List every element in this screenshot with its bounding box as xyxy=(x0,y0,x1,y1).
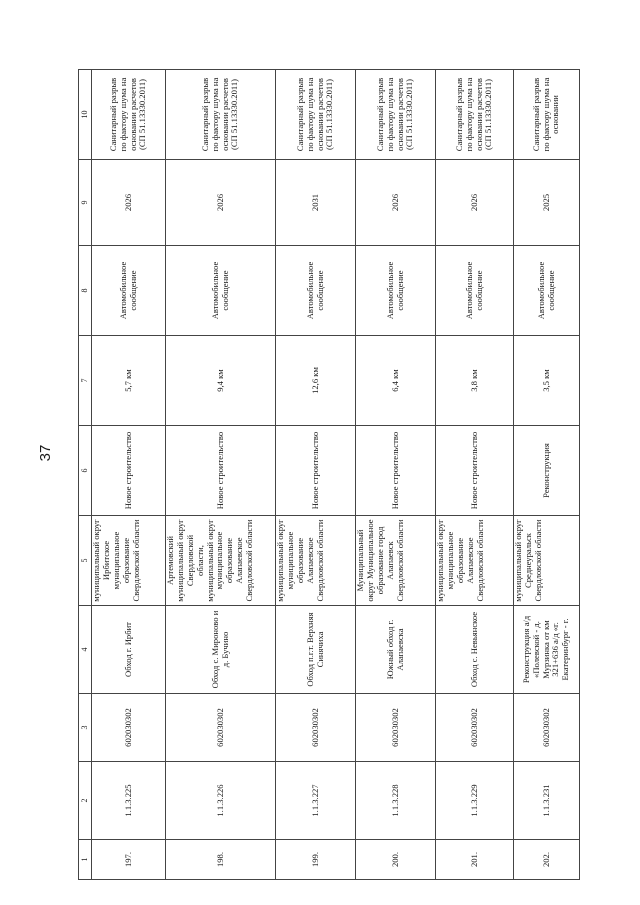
column-number-10: 10 xyxy=(79,70,92,160)
length: 5,7 км xyxy=(92,336,166,426)
classifier-code: 602030302 xyxy=(436,694,514,762)
municipality: муниципальный округ Среднеуральск Свердловской области xyxy=(514,516,580,606)
year: 2026 xyxy=(356,160,436,246)
work-type: Новое строительство xyxy=(166,426,276,516)
object-code: 1.1.3.227 xyxy=(276,762,356,840)
table-row xyxy=(436,70,514,880)
column-number-4: 4 xyxy=(79,606,92,694)
table-row xyxy=(356,70,436,880)
municipality: муниципальный округ Ирбитское муниципальное образование Свердловской области xyxy=(92,516,166,606)
object-code: 1.1.3.229 xyxy=(436,762,514,840)
row-index: 199. xyxy=(276,840,356,880)
year: 2031 xyxy=(276,160,356,246)
object-name: Обход с. Невьянское xyxy=(436,606,514,694)
row-index: 200. xyxy=(356,840,436,880)
column-number-1: 1 xyxy=(79,840,92,880)
work-type: Реконструкция xyxy=(514,426,580,516)
purpose: Автомобильное сообщение xyxy=(356,246,436,336)
zone-description: Санитарный разрыв по фактору шума на основании расчетов (СП 51.13330.2011) xyxy=(436,70,514,160)
length: 12,6 км xyxy=(276,336,356,426)
classifier-code: 602030302 xyxy=(92,694,166,762)
classifier-code: 602030302 xyxy=(356,694,436,762)
classifier-code: 602030302 xyxy=(514,694,580,762)
zone-description: Санитарный разрыв по фактору шума на основании расчетов (СП 51.13330.2011) xyxy=(166,70,276,160)
row-index: 202. xyxy=(514,840,580,880)
zone-description: Санитарный разрыв по фактору шума на основании расчетов (СП 51.13330.2011) xyxy=(276,70,356,160)
zone-description: Санитарный разрыв по фактору шума на основании xyxy=(514,70,580,160)
table-row xyxy=(166,70,276,880)
work-type: Новое строительство xyxy=(276,426,356,516)
row-index: 201. xyxy=(436,840,514,880)
object-name: Обход г. Ирбит xyxy=(92,606,166,694)
object-code: 1.1.3.228 xyxy=(356,762,436,840)
column-number-3: 3 xyxy=(79,694,92,762)
purpose: Автомобильное сообщение xyxy=(436,246,514,336)
object-code: 1.1.3.225 xyxy=(92,762,166,840)
row-index: 198. xyxy=(166,840,276,880)
object-name: Обход п.г.т. Верхняя Синячиха xyxy=(276,606,356,694)
table-row xyxy=(276,70,356,880)
work-type: Новое строительство xyxy=(92,426,166,516)
table-row xyxy=(92,70,166,880)
year: 2025 xyxy=(514,160,580,246)
table-header-row xyxy=(79,70,92,880)
object-name: Обход с. Мироново и д. Бучино xyxy=(166,606,276,694)
row-index: 197. xyxy=(92,840,166,880)
municipality: муниципальный округ муниципальное образование Алапаевское Свердловской области xyxy=(276,516,356,606)
length: 3,5 км xyxy=(514,336,580,426)
column-number-9: 9 xyxy=(79,160,92,246)
object-code: 1.1.3.231 xyxy=(514,762,580,840)
purpose: Автомобильное сообщение xyxy=(166,246,276,336)
length: 9,4 км xyxy=(166,336,276,426)
length: 6,4 км xyxy=(356,336,436,426)
work-type: Новое строительство xyxy=(436,426,514,516)
zone-description: Санитарный разрыв по фактору шума на основании расчетов (СП 51.13330.2011) xyxy=(92,70,166,160)
municipality: муниципальный округ муниципальное образование Алапаевское Свердловской области xyxy=(436,516,514,606)
rotated-table-container xyxy=(78,70,578,880)
purpose: Автомобильное сообщение xyxy=(92,246,166,336)
object-code: 1.1.3.226 xyxy=(166,762,276,840)
column-number-6: 6 xyxy=(79,426,92,516)
length: 3,8 км xyxy=(436,336,514,426)
column-number-5: 5 xyxy=(79,516,92,606)
classifier-code: 602030302 xyxy=(276,694,356,762)
year: 2026 xyxy=(92,160,166,246)
object-name: Южный обход г. Алапаевска xyxy=(356,606,436,694)
year: 2026 xyxy=(166,160,276,246)
zone-description: Санитарный разрыв по фактору шума на основании расчетов (СП 51.13330.2011) xyxy=(356,70,436,160)
page-number: 37 xyxy=(37,444,54,462)
classifier-code: 602030302 xyxy=(166,694,276,762)
municipality: Артемовский муниципальный округ Свердловской области, муниципальный округ муниципальное образование Алапаевское Свердловской области xyxy=(166,516,276,606)
planning-objects-table xyxy=(78,69,580,880)
municipality: Муниципальный округ Муниципальное образование город Алапаевск Свердловской области xyxy=(356,516,436,606)
purpose: Автомобильное сообщение xyxy=(514,246,580,336)
column-number-2: 2 xyxy=(79,762,92,840)
work-type: Новое строительство xyxy=(356,426,436,516)
object-name: Реконструкция а/д «Полевской - д. Мурзинка от км 321+636 а/д «г. Екатеринбург - г. xyxy=(514,606,580,694)
year: 2026 xyxy=(436,160,514,246)
column-number-8: 8 xyxy=(79,246,92,336)
table-row xyxy=(514,70,580,880)
purpose: Автомобильное сообщение xyxy=(276,246,356,336)
column-number-7: 7 xyxy=(79,336,92,426)
